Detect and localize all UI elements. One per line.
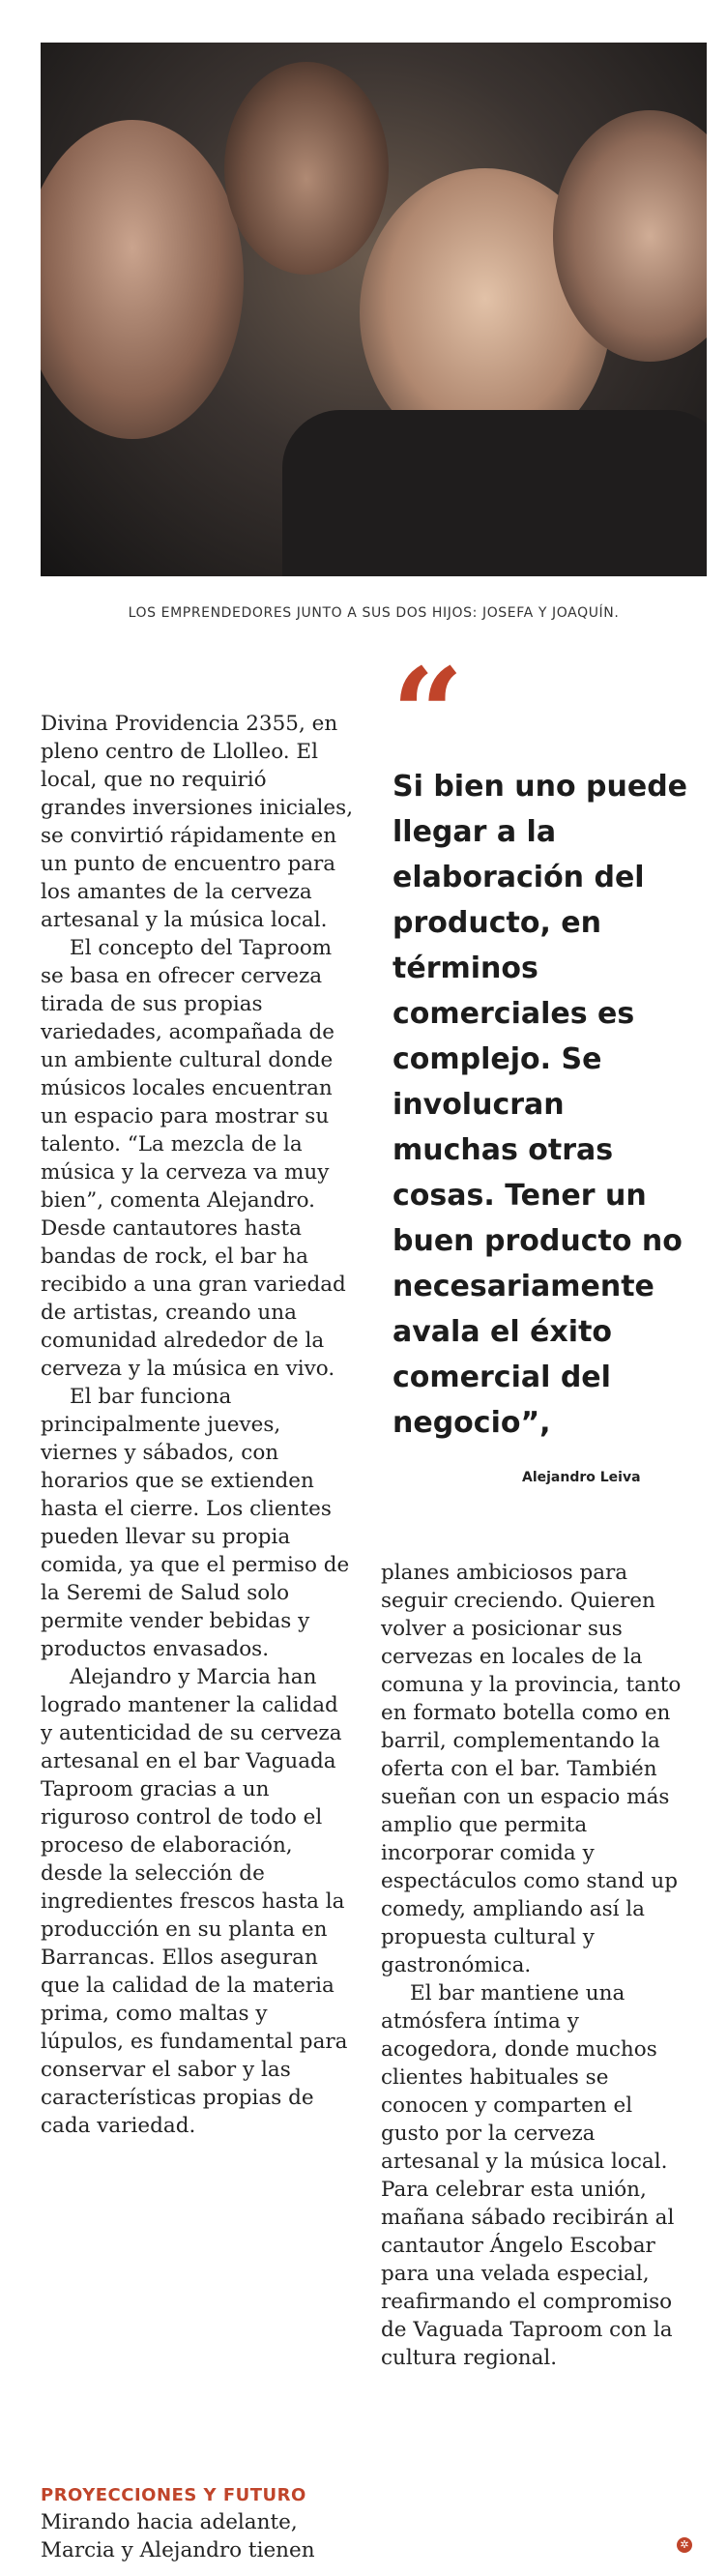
right-column	[381, 1559, 695, 2372]
family-photo	[41, 43, 707, 576]
article-end-icon: ✲	[677, 2537, 692, 2553]
left-paragraph: El bar funciona principalmente jueves, viernes y sábados, con horarios que se extienden hasta el cierre. Los clientes pueden llevar su propia comida, ya que el permiso de la Seremi de Salud solo permite vender bebidas y productos envasados.	[41, 1385, 350, 1661]
pull-quote: Si bien uno puede llegar a la elaboración del producto, en términos comerciales es complejo. Se involucran muchas otras cosas. Tener un buen producto no necesariamente avala el éxito comercial del negocio”,	[393, 770, 688, 1440]
left-column	[41, 710, 355, 2140]
quote-mark-icon: “	[392, 640, 464, 788]
photo-person-boy	[224, 62, 389, 275]
photo-shirt	[282, 410, 707, 576]
photo-person-left	[41, 120, 244, 439]
left-paragraph: Alejandro y Marcia han logrado mantener la calidad y autenticidad de su cerveza artesanal en el bar Vaguada Taproom gracias a un riguroso control de todo el proceso de elaboración, desde la selección de ingredientes frescos hasta la producción en su planta en Barrancas. Ellos aseguran que la calidad de la materia prima, como maltas y lúpulos, es fundamental para conservar el sabor y las características propias de cada variedad.	[41, 1665, 348, 2138]
quote-author: Alejandro Leiva	[522, 1470, 641, 1485]
right-paragraph: El bar mantiene una atmósfera íntima y acogedora, donde muchos clientes habituales se conocen y comparten el gusto por la cerveza artesanal y la música local. Para celebrar esta unión, mañana sábado recibirán al cantautor Ángelo Escobar para una velada especial, reafirmando el compromiso de Vaguada Taproom con la cultura regional.	[381, 1981, 675, 2370]
right-paragraph: planes ambiciosos para seguir creciendo. Quieren volver a posicionar sus cervezas en locales de la comuna y la provincia, tanto en formato botella como en barril, complementando la oferta con el bar. También sueñan con un espacio más amplio que permita incorporar comida y espectáculos como stand up comedy, ampliando así la propuesta cultural y gastronómica.	[381, 1561, 682, 1977]
photo-caption: LOS EMPRENDEDORES JUNTO A SUS DOS HIJOS: JOSEFA Y JOAQUÍN.	[128, 605, 620, 621]
left-paragraph: Divina Providencia 2355, en pleno centro de Llolleo. El local, que no requirió grandes inversiones iniciales, se convirtió rápidamente en un punto de encuentro para los amantes de la cerveza artesanal y la música local.	[41, 712, 354, 932]
section-paragraph: Mirando hacia adelante, Marcia y Alejandro tienen	[41, 2510, 315, 2562]
section-text	[41, 2508, 355, 2564]
left-paragraph: El concepto del Taproom se basa en ofrecer cerveza tirada de sus propias variedades, acompañada de un ambiente cultural donde músicos locales encuentran un espacio para mostrar su talento. “La mezcla de la música y la cerveza va muy bien”, comenta Alejandro. Desde cantautores hasta bandas de rock, el bar ha recibido a una gran variedad de artistas, creando una comunidad alrededor de la cerveza y la música en vivo.	[41, 936, 346, 1381]
section-title: PROYECCIONES Y FUTURO	[41, 2485, 306, 2505]
